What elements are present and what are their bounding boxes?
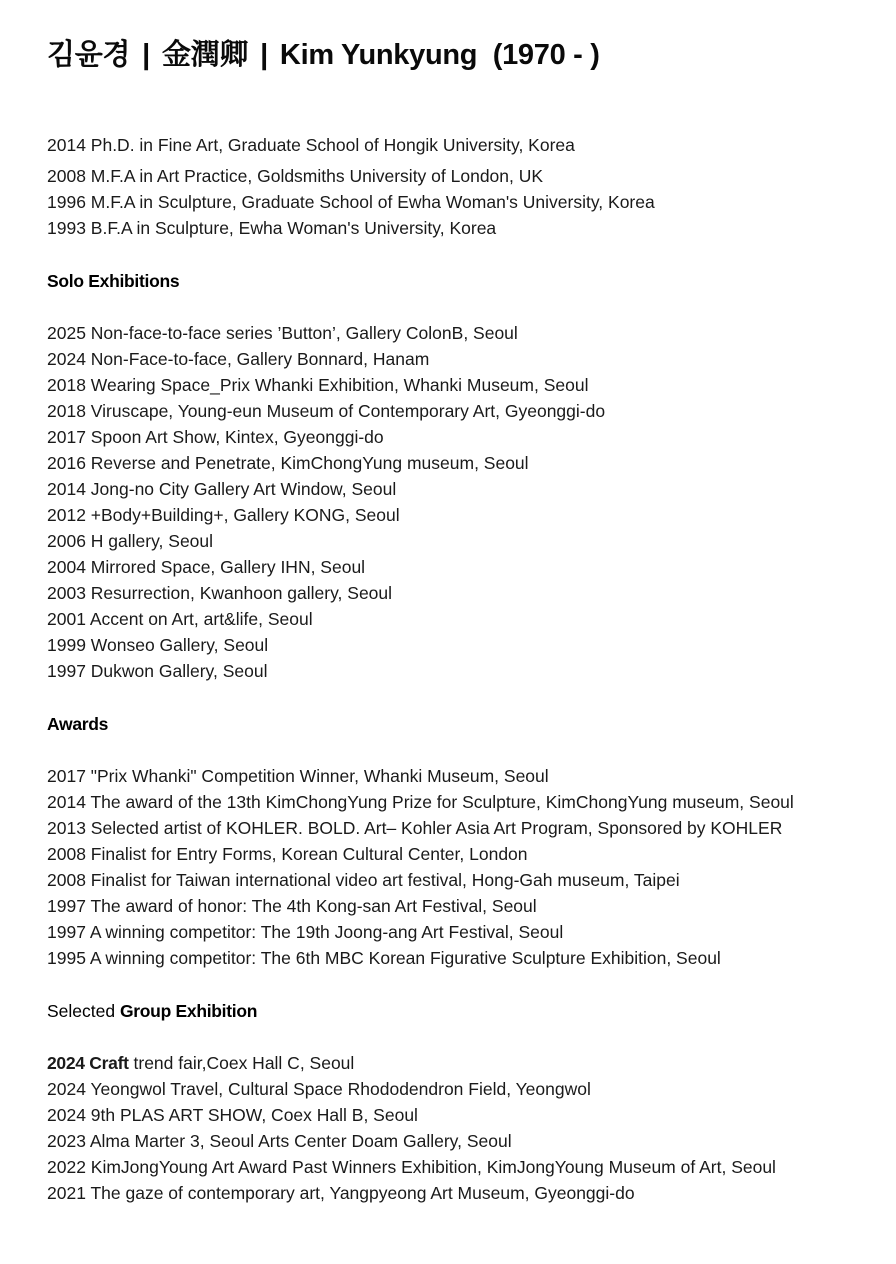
- solo-exhibition-item: 2001 Accent on Art, art&life, Seoul: [47, 609, 313, 629]
- solo-exhibition-item: 2012 +Body+Building+, Gallery KONG, Seoul: [47, 505, 400, 525]
- solo-exhibition-item: 2006 H gallery, Seoul: [47, 531, 214, 551]
- education-item: 2008 M.F.A in Art Practice, Goldsmiths University of London, UK: [47, 166, 544, 186]
- page-title: [47, 32, 600, 73]
- award-item: 2008 Finalist for Taiwan international video art festival, Hong-Gah museum, Taipei: [47, 870, 680, 890]
- award-item: 2013 Selected artist of KOHLER. BOLD. Art– Kohler Asia Art Program, Sponsored by KOHLER: [47, 818, 783, 838]
- solo-exhibition-item: 2024 Non-Face-to-face, Gallery Bonnard, Hanam: [47, 349, 430, 369]
- group-heading-prefix: Selected: [47, 1001, 120, 1021]
- group-exhibition-item: 2022 KimJongYoung Art Award Past Winners Exhibition, KimJongYoung Museum of Art, Seoul: [47, 1157, 776, 1177]
- solo-exhibition-item: 2018 Wearing Space_Prix Whanki Exhibition, Whanki Museum, Seoul: [47, 375, 589, 395]
- group-exhibition-item: 2023 Alma Marter 3, Seoul Arts Center Doam Gallery, Seoul: [47, 1131, 512, 1151]
- group-exhibition-item: 2024 Yeongwol Travel, Cultural Space Rhododendron Field, Yeongwol: [47, 1079, 591, 1099]
- group-exhibition-item: 2024 9th PLAS ART SHOW, Coex Hall B, Seoul: [47, 1105, 418, 1125]
- solo-exhibition-item: 2016 Reverse and Penetrate, KimChongYung museum, Seoul: [47, 453, 529, 473]
- group-exhibition-item: 2021 The gaze of contemporary art, Yangpyeong Art Museum, Gyeonggi-do: [47, 1183, 635, 1203]
- title-separator: |: [142, 39, 150, 71]
- solo-exhibitions-heading: Solo Exhibitions: [47, 271, 180, 291]
- solo-exhibition-item: 2003 Resurrection, Kwanhoon gallery, Seoul: [47, 583, 393, 603]
- solo-exhibition-item: 2014 Jong-no City Gallery Art Window, Seoul: [47, 479, 397, 499]
- solo-exhibition-item: 2004 Mirrored Space, Gallery IHN, Seoul: [47, 557, 366, 577]
- education-item: 2014 Ph.D. in Fine Art, Graduate School of Hongik University, Korea: [47, 135, 575, 155]
- solo-exhibition-item: 2025 Non-face-to-face series ’Button’, Gallery ColonB, Seoul: [47, 323, 518, 343]
- award-item: 1995 A winning competitor: The 6th MBC Korean Figurative Sculpture Exhibition, Seoul: [47, 948, 721, 968]
- solo-exhibition-item: 1997 Dukwon Gallery, Seoul: [47, 661, 268, 681]
- group-first-rest: trend fair,Coex Hall C, Seoul: [128, 1053, 355, 1073]
- award-item: 2008 Finalist for Entry Forms, Korean Cultural Center, London: [47, 844, 528, 864]
- education-item: 1996 M.F.A in Sculpture, Graduate School of Ewha Woman's University, Korea: [47, 192, 655, 212]
- korean-name: 김윤경: [47, 39, 131, 71]
- group-exhibitions-heading: [47, 1000, 257, 1022]
- award-item: 2017 "Prix Whanki" Competition Winner, Whanki Museum, Seoul: [47, 766, 549, 786]
- education-item: 1993 B.F.A in Sculpture, Ewha Woman's University, Korea: [47, 218, 497, 238]
- english-name: Kim Yunkyung: [279, 39, 478, 71]
- hanja-name: 金潤卿: [161, 39, 249, 71]
- award-item: 2014 The award of the 13th KimChongYung Prize for Sculpture, KimChongYung museum, Seoul: [47, 792, 794, 812]
- award-item: 1997 A winning competitor: The 19th Joong-ang Art Festival, Seoul: [47, 922, 564, 942]
- group-heading-bold: Group Exhibition: [119, 1001, 258, 1021]
- life-years: (1970 - ): [492, 39, 600, 71]
- award-item: 1997 The award of honor: The 4th Kong-san Art Festival, Seoul: [47, 896, 537, 916]
- group-exhibition-item: [47, 1052, 354, 1074]
- solo-exhibition-item: 2017 Spoon Art Show, Kintex, Gyeonggi-do: [47, 427, 384, 447]
- group-first-bold: 2024 Craft: [47, 1053, 129, 1073]
- solo-exhibition-item: 1999 Wonseo Gallery, Seoul: [47, 635, 269, 655]
- solo-exhibition-item: 2018 Viruscape, Young-eun Museum of Contemporary Art, Gyeonggi-do: [47, 401, 606, 421]
- title-separator: |: [260, 39, 268, 71]
- awards-heading: Awards: [47, 714, 109, 734]
